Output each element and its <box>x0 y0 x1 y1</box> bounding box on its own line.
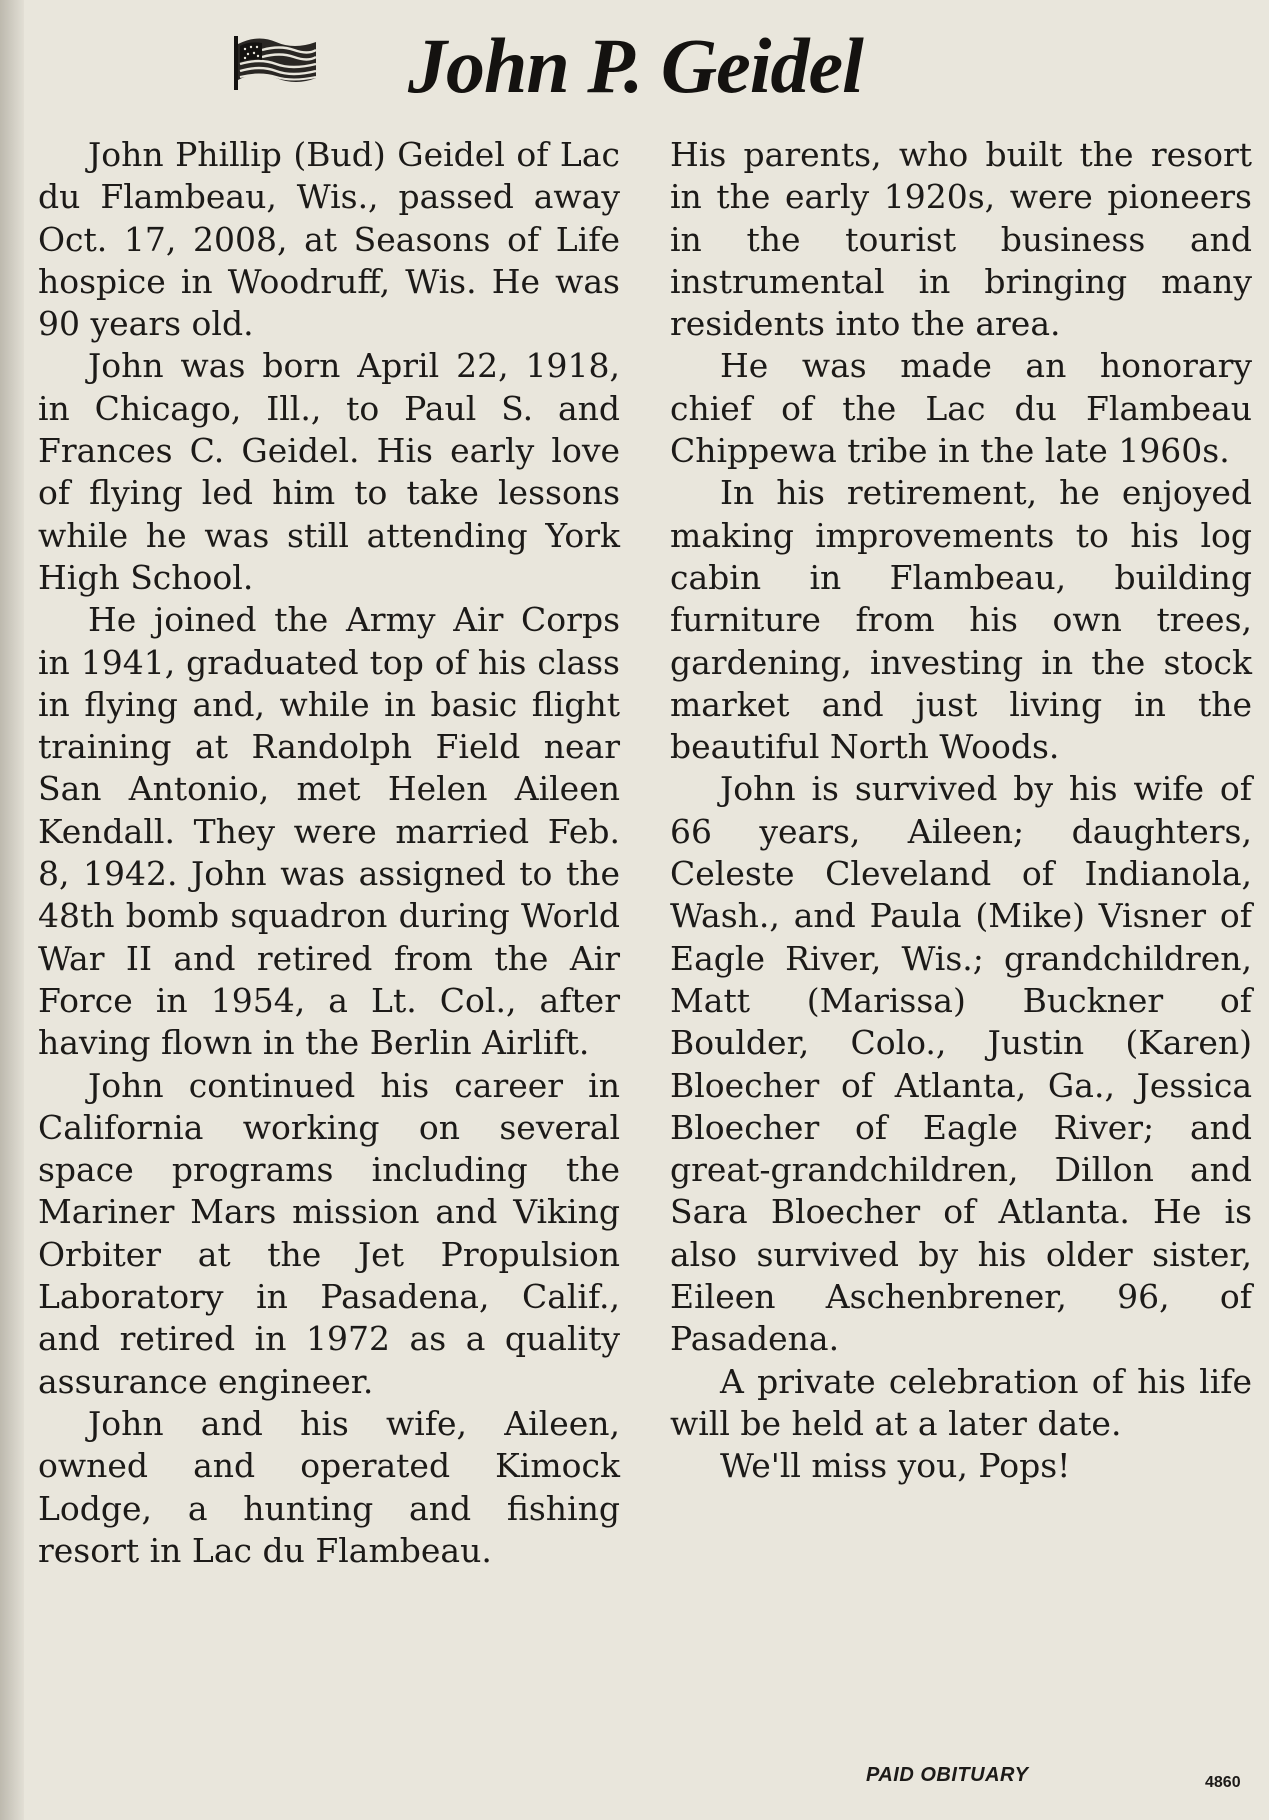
paragraph: A private celebration of his life will be held at a later date. <box>670 1361 1252 1443</box>
paragraph: John was born April 22, 1918, in Chicago, Ill., to Paul S. and Frances C. Geidel. His early love of flying led him to take lessons while he was still attending York High School. <box>38 346 620 597</box>
obituary-header <box>0 16 1269 116</box>
paragraph: He joined the Army Air Corps in 1941, graduated top of his class in flying and, while in basic flight training at Randolph Field near San Antonio, met Helen Aileen Kendall. They were married Feb. 8, 1942. John was assigned to the 48th bomb squadron during World War II and retired from the Air Force in 1954, a Lt. Col., after having flown in the Berlin Airlift. <box>38 600 620 1063</box>
paragraph: In his retirement, he enjoyed making improvements to his log cabin in Flambeau, building furniture from his own trees, gardening, investing in the stock market and just living in the beautiful North Woods. <box>670 473 1252 767</box>
american-flag-icon <box>232 28 318 90</box>
paragraph: John is survived by his wife of 66 years, Aileen; daughters, Celeste Cleveland of Indianola, Wash., and Paula (Mike) Visner of Eagle River, Wis.; grandchildren, Matt (Marissa) Buckner of Boulder, Colo., Justin (Karen) Bloecher of Atlanta, Ga., Jessica Bloecher of Eagle River; and great-grandchildren, Dillon and Sara Bloecher of Atlanta. He is also survived by his older sister, Eileen Aschenbrener, 96, of Pasadena. <box>670 769 1252 1359</box>
paid-obituary-label: PAID OBITUARY <box>866 1764 1029 1786</box>
left-column <box>38 134 620 1572</box>
paragraph: John continued his career in California working on several space programs including the Mariner Mars mission and Viking Orbiter at the Jet Propulsion Laboratory in Pasadena, Calif., and retired in 1972 as a quality assurance engineer. <box>38 1065 620 1401</box>
paragraph: John Phillip (Bud) Geidel of Lac du Flambeau, Wis., passed away Oct. 17, 2008, at Seasons of Life hospice in Woodruff, Wis. He was 90 years old. <box>38 135 620 344</box>
ad-number: 4860 <box>1205 1774 1241 1791</box>
paragraph: John and his wife, Aileen, owned and operated Kimock Lodge, a hunting and fishing resort in Lac du Flambeau. <box>38 1403 620 1570</box>
paragraph: We'll miss you, Pops! <box>720 1446 1071 1486</box>
paragraph: He was made an honorary chief of the Lac du Flambeau Chippewa tribe in the late 1960s. <box>670 346 1252 471</box>
paragraph-continuation: His parents, who built the resort in the early 1920s, were pioneers in the tourist business and instrumental in bringing many residents into the area. <box>670 135 1252 344</box>
obituary-title: John P. Geidel <box>408 22 863 109</box>
page-edge-shadow <box>0 0 24 1820</box>
right-column <box>670 134 1252 1488</box>
